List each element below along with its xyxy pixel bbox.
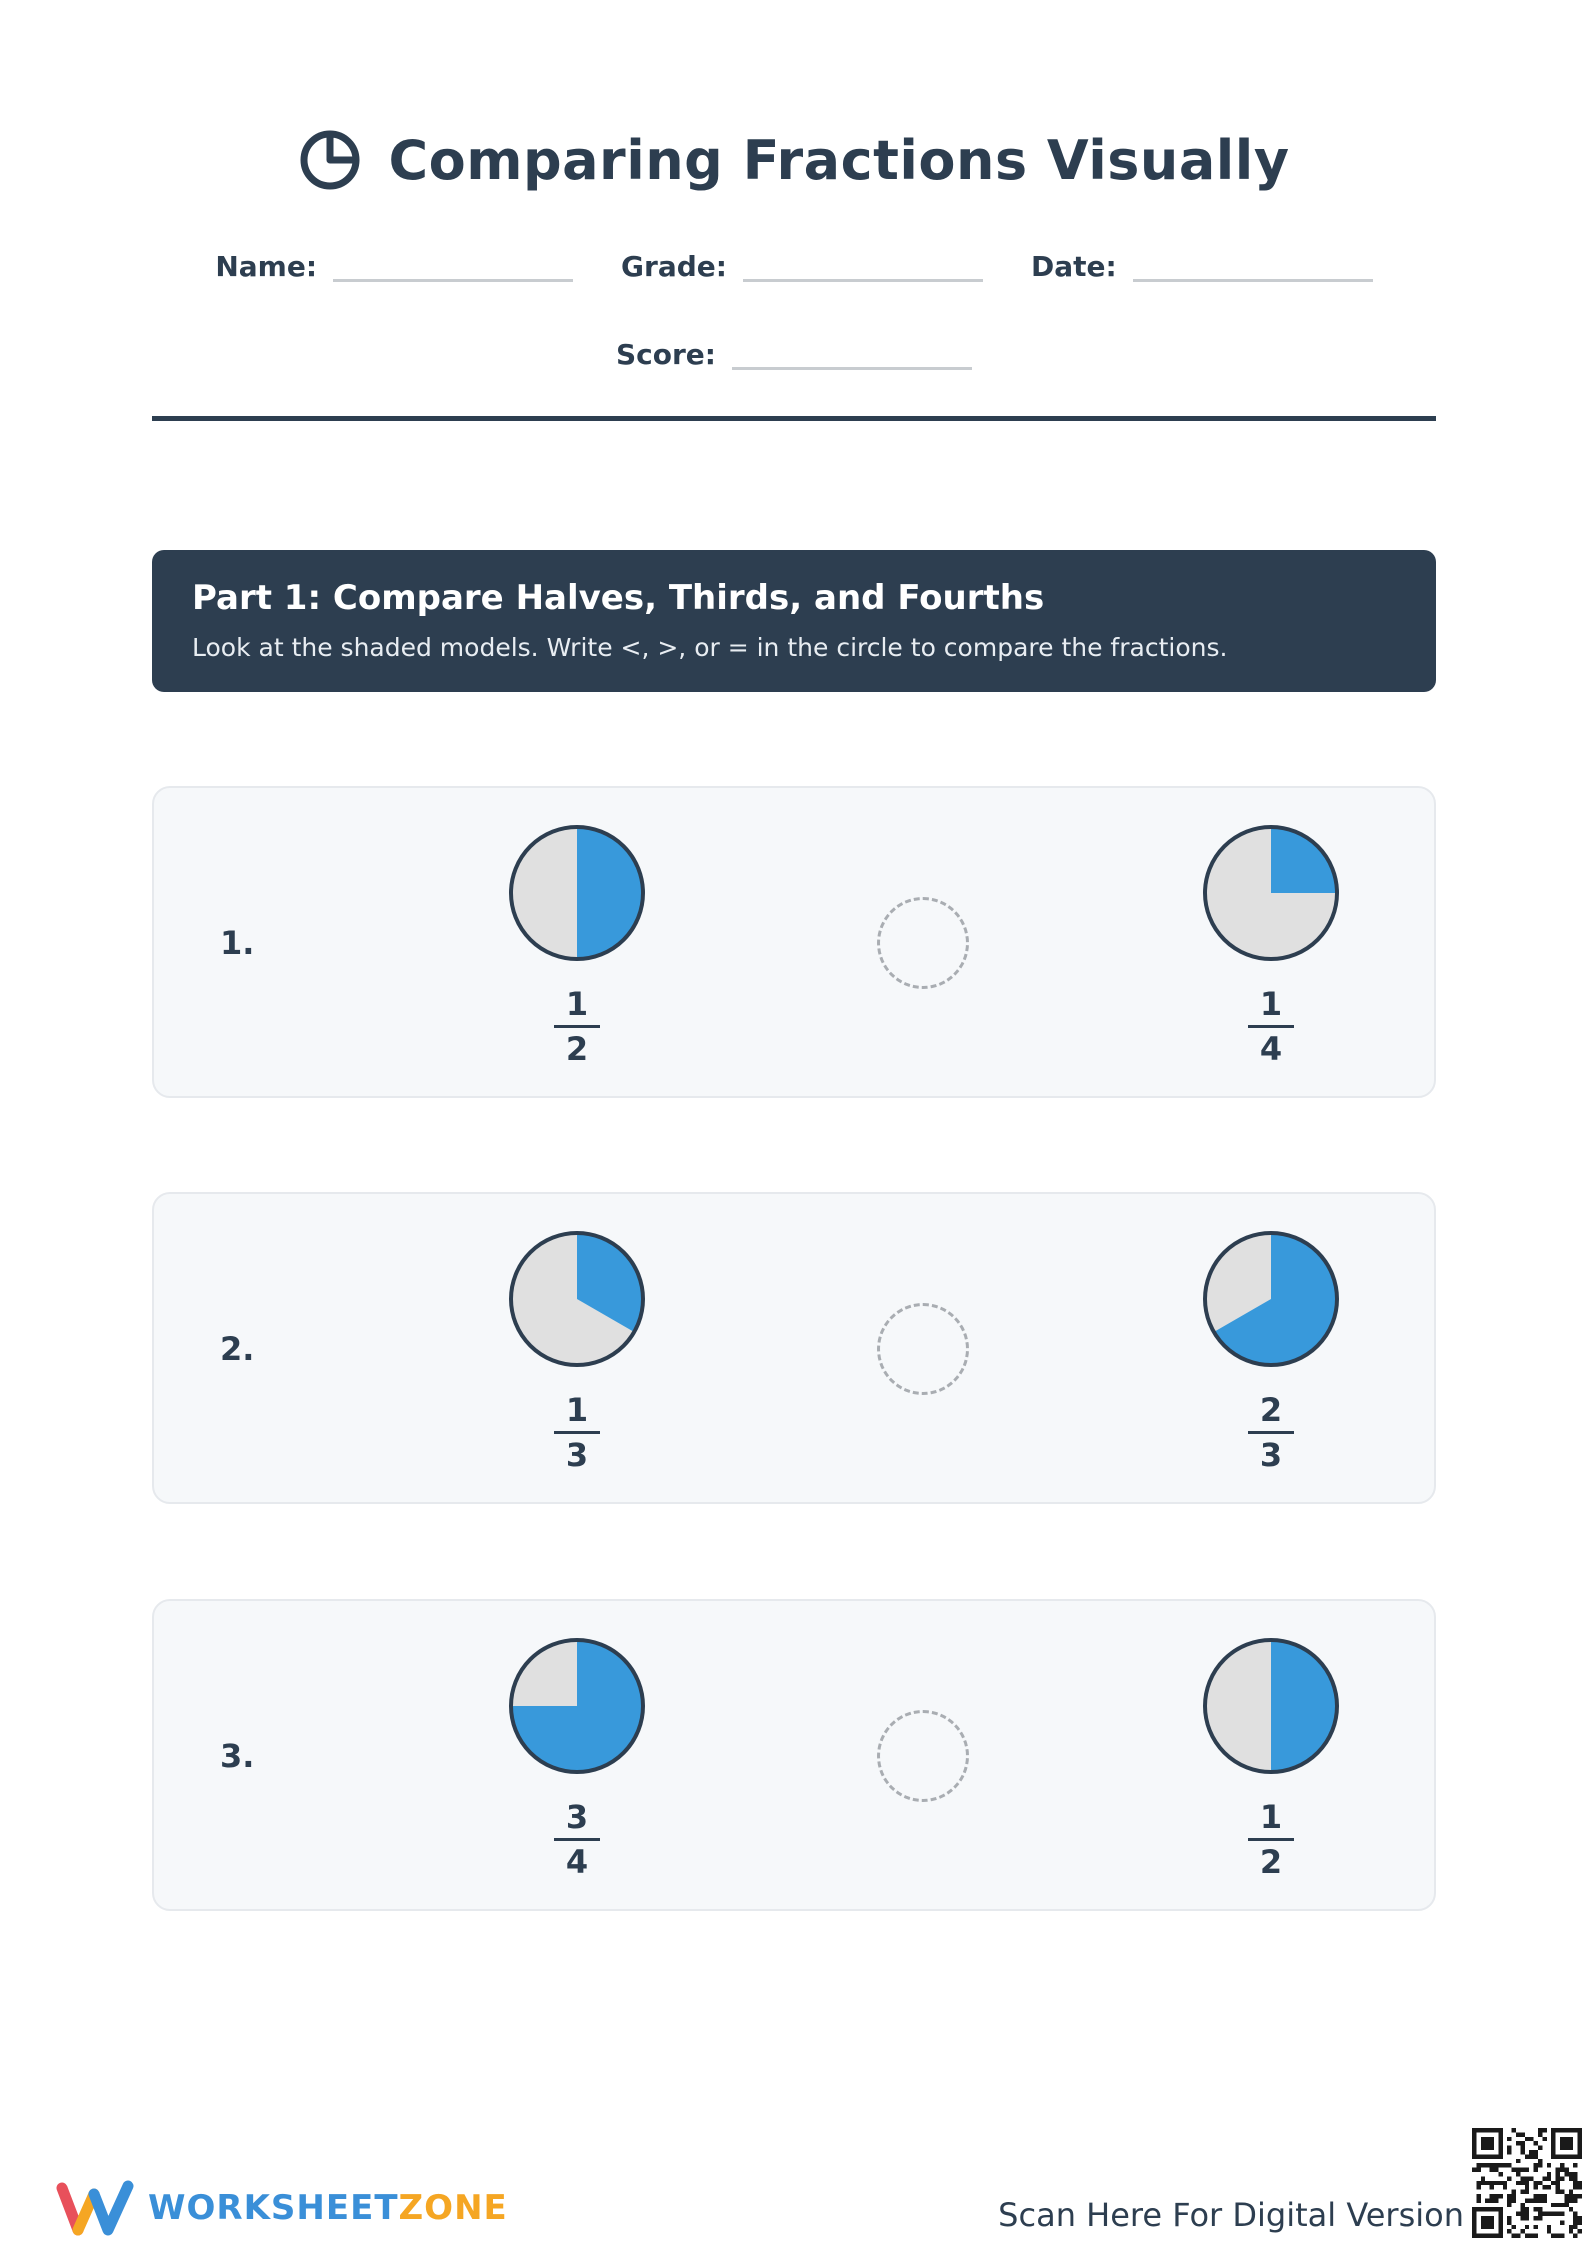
qr-module	[1534, 2207, 1538, 2211]
qr-module	[1556, 2185, 1560, 2189]
qr-module	[1529, 2234, 1533, 2238]
qr-module	[1560, 2168, 1564, 2172]
qr-module	[1551, 2203, 1555, 2207]
qr-module	[1520, 2150, 1524, 2154]
qr-module	[1547, 2176, 1551, 2180]
qr-module	[1534, 2216, 1538, 2220]
qr-module	[1472, 2128, 1476, 2159]
qr-module	[1520, 2181, 1524, 2185]
qr-module	[1525, 2154, 1529, 2158]
denominator: 4	[565, 1843, 589, 1881]
qr-module	[1573, 2181, 1577, 2185]
qr-module	[1538, 2163, 1542, 2167]
qr-module	[1529, 2198, 1533, 2202]
qr-module	[1472, 2128, 1503, 2132]
qr-module	[1578, 2185, 1582, 2189]
qr-module	[1520, 2190, 1524, 2194]
qr-module	[1476, 2185, 1480, 2189]
qr-module	[1516, 2181, 1520, 2185]
qr-module	[1569, 2229, 1573, 2233]
qr-module	[1481, 2216, 1494, 2229]
qr-module	[1472, 2168, 1476, 2172]
qr-module	[1507, 2198, 1511, 2202]
fraction-bar	[554, 1431, 600, 1434]
qr-module	[1578, 2216, 1582, 2220]
qr-module	[1481, 2163, 1485, 2167]
qr-module	[1556, 2190, 1560, 2194]
qr-module	[1485, 2181, 1489, 2185]
qr-module	[1538, 2212, 1542, 2216]
qr-module	[1573, 2220, 1577, 2224]
qr-module	[1569, 2198, 1573, 2202]
qr-module	[1481, 2176, 1485, 2180]
qr-module	[1516, 2132, 1520, 2136]
comparison-answer-circle[interactable]	[877, 1710, 969, 1802]
numerator: 1	[1259, 1798, 1283, 1836]
qr-module	[1476, 2163, 1480, 2167]
qr-module	[1551, 2128, 1582, 2132]
qr-module	[1556, 2181, 1560, 2185]
qr-module	[1472, 2207, 1476, 2238]
qr-module	[1498, 2172, 1502, 2176]
worksheetzone-logo[interactable]	[56, 2180, 508, 2236]
fraction-bar	[554, 1025, 600, 1028]
name-input-line[interactable]	[333, 279, 573, 282]
qr-module	[1481, 2137, 1494, 2150]
right-fraction-model	[1200, 1228, 1342, 1473]
qr-module	[1534, 2194, 1538, 2198]
qr-module	[1534, 2163, 1538, 2167]
qr-module	[1520, 2207, 1524, 2211]
qr-module	[1569, 2225, 1573, 2229]
qr-module	[1512, 2194, 1516, 2198]
qr-module	[1525, 2190, 1529, 2194]
qr-module	[1560, 2137, 1573, 2150]
qr-module	[1551, 2128, 1555, 2159]
qr-module	[1512, 2198, 1516, 2202]
qr-module	[1573, 2212, 1577, 2216]
qr-module	[1556, 2168, 1560, 2172]
qr-module	[1520, 2132, 1524, 2136]
qr-module	[1538, 2132, 1542, 2136]
qr-module	[1481, 2181, 1485, 2185]
scan-instruction: Scan Here For Digital Version	[998, 2196, 1464, 2234]
qr-module	[1573, 2176, 1577, 2180]
qr-module	[1538, 2207, 1542, 2211]
qr-module	[1512, 2190, 1516, 2194]
left-fraction-model	[506, 1635, 648, 1880]
qr-module	[1512, 2225, 1516, 2229]
problem-number: 2.	[220, 1330, 255, 1368]
left-fraction-model	[506, 822, 648, 1067]
qr-module	[1494, 2181, 1498, 2185]
right-pie-model	[1200, 822, 1342, 964]
qr-module	[1534, 2185, 1538, 2189]
qr-module	[1569, 2190, 1573, 2194]
qr-code-icon[interactable]	[1472, 2128, 1582, 2238]
qr-module	[1516, 2159, 1520, 2163]
qr-module	[1534, 2198, 1538, 2202]
left-fraction-model	[506, 1228, 648, 1473]
qr-module	[1538, 2146, 1542, 2150]
qr-module	[1547, 2225, 1551, 2229]
qr-module	[1507, 2137, 1511, 2141]
qr-module	[1573, 2216, 1577, 2220]
name-field	[215, 250, 573, 284]
qr-module	[1520, 2203, 1524, 2207]
qr-module	[1560, 2234, 1564, 2238]
left-fraction	[554, 986, 600, 1067]
qr-module	[1507, 2216, 1511, 2220]
qr-module	[1538, 2216, 1542, 2220]
qr-module	[1573, 2198, 1577, 2202]
qr-module	[1520, 2176, 1524, 2180]
qr-module	[1573, 2163, 1577, 2167]
qr-module	[1529, 2176, 1533, 2180]
pie-chart-icon	[298, 128, 362, 192]
qr-module	[1560, 2220, 1564, 2224]
date-input-line[interactable]	[1133, 279, 1373, 282]
section-title: Part 1: Compare Halves, Thirds, and Fourths	[192, 578, 1045, 618]
qr-module	[1578, 2128, 1582, 2159]
qr-module	[1551, 2181, 1555, 2185]
qr-module	[1551, 2154, 1582, 2158]
qr-module	[1564, 2172, 1568, 2176]
qr-module	[1547, 2229, 1551, 2233]
qr-module	[1529, 2150, 1533, 2154]
problem-number: 3.	[220, 1737, 255, 1775]
left-pie-model	[506, 1228, 648, 1370]
denominator: 3	[1259, 1436, 1283, 1474]
qr-module	[1494, 2198, 1498, 2202]
qr-module	[1520, 2146, 1524, 2150]
right-fraction-model	[1200, 822, 1342, 1067]
qr-module	[1538, 2194, 1542, 2198]
qr-module	[1560, 2176, 1564, 2180]
worksheet-title: Comparing Fractions Visually	[388, 128, 1290, 192]
denominator: 2	[565, 1030, 589, 1068]
qr-module	[1490, 2181, 1494, 2185]
page-title	[0, 128, 1588, 192]
right-fraction	[1248, 986, 1294, 1067]
qr-module	[1573, 2194, 1577, 2198]
left-pie-model	[506, 822, 648, 964]
right-fraction-model	[1200, 1635, 1342, 1880]
qr-module	[1525, 2207, 1529, 2211]
grade-label: Grade:	[621, 250, 727, 283]
fraction-bar	[1248, 1838, 1294, 1841]
qr-module	[1547, 2163, 1551, 2167]
qr-module	[1578, 2181, 1582, 2185]
numerator: 3	[565, 1798, 589, 1836]
qr-module	[1490, 2168, 1494, 2172]
qr-module	[1560, 2163, 1564, 2167]
date-label: Date:	[1030, 250, 1117, 283]
logo-word-zone: ZONE	[398, 2188, 508, 2228]
qr-module	[1569, 2207, 1573, 2211]
denominator: 3	[565, 1436, 589, 1474]
qr-module	[1498, 2194, 1502, 2198]
qr-module	[1542, 2128, 1546, 2132]
qr-module	[1569, 2194, 1573, 2198]
qr-module	[1476, 2168, 1480, 2172]
qr-module	[1507, 2146, 1511, 2150]
qr-module	[1542, 2185, 1546, 2189]
qr-module	[1525, 2137, 1529, 2141]
qr-module	[1534, 2154, 1538, 2158]
qr-module	[1472, 2234, 1503, 2238]
qr-module	[1547, 2172, 1551, 2176]
qr-module	[1556, 2203, 1560, 2207]
qr-module	[1538, 2198, 1542, 2202]
qr-module	[1556, 2172, 1560, 2176]
qr-module	[1556, 2234, 1560, 2238]
date-field	[1031, 250, 1373, 284]
right-pie-model	[1200, 1635, 1342, 1777]
qr-module	[1490, 2194, 1494, 2198]
qr-module	[1529, 2137, 1533, 2141]
qr-module	[1498, 2181, 1502, 2185]
qr-module	[1485, 2163, 1489, 2167]
qr-module	[1534, 2141, 1538, 2145]
qr-module	[1485, 2198, 1489, 2202]
fraction-bar	[1248, 1431, 1294, 1434]
qr-module	[1534, 2181, 1538, 2185]
qr-module	[1494, 2168, 1498, 2172]
qr-module	[1507, 2194, 1511, 2198]
qr-module	[1503, 2181, 1507, 2185]
qr-module	[1520, 2168, 1524, 2172]
qr-module	[1507, 2176, 1511, 2180]
comparison-answer-circle[interactable]	[877, 1303, 969, 1395]
qr-module	[1556, 2212, 1560, 2216]
grade-input-line[interactable]	[743, 279, 983, 282]
qr-module	[1578, 2229, 1582, 2233]
qr-module	[1520, 2229, 1524, 2233]
qr-module	[1525, 2198, 1529, 2202]
grade-field	[621, 250, 983, 284]
qr-module	[1564, 2194, 1568, 2198]
left-fraction	[554, 1392, 600, 1473]
pie-shaded-area	[577, 827, 643, 959]
qr-module	[1538, 2181, 1542, 2185]
qr-module	[1578, 2194, 1582, 2198]
score-field	[616, 338, 972, 372]
numerator: 1	[565, 1391, 589, 1429]
qr-module	[1516, 2168, 1520, 2172]
qr-module	[1542, 2194, 1546, 2198]
qr-module	[1516, 2212, 1520, 2216]
qr-module	[1573, 2172, 1577, 2176]
qr-module	[1538, 2159, 1542, 2163]
qr-module	[1564, 2168, 1568, 2172]
qr-module	[1512, 2234, 1516, 2238]
qr-module	[1512, 2128, 1516, 2132]
name-label: Name:	[215, 250, 318, 283]
qr-module	[1529, 2154, 1533, 2158]
qr-module	[1534, 2225, 1538, 2229]
qr-module	[1569, 2172, 1573, 2176]
qr-module	[1525, 2225, 1529, 2229]
qr-module	[1503, 2163, 1507, 2167]
qr-module	[1578, 2220, 1582, 2224]
score-row	[0, 338, 1588, 372]
qr-module	[1551, 2212, 1555, 2216]
numerator: 2	[1259, 1391, 1283, 1429]
logo-wordmark	[148, 2188, 508, 2228]
qr-module	[1507, 2220, 1511, 2224]
fraction-bar	[554, 1838, 600, 1841]
pie-shaded-area	[1271, 1640, 1337, 1772]
qr-module	[1542, 2212, 1546, 2216]
qr-module	[1542, 2176, 1546, 2180]
qr-module	[1573, 2234, 1577, 2238]
qr-module	[1564, 2198, 1568, 2202]
qr-module	[1560, 2212, 1564, 2216]
qr-module	[1472, 2207, 1503, 2211]
student-info-row	[0, 250, 1588, 284]
section-banner	[152, 550, 1436, 692]
numerator: 1	[565, 985, 589, 1023]
logo-word-worksheet: WORKSHEET	[148, 2188, 399, 2228]
qr-module	[1560, 2190, 1564, 2194]
qr-module	[1551, 2234, 1555, 2238]
qr-module	[1476, 2181, 1480, 2185]
qr-module	[1525, 2176, 1529, 2180]
section-instructions: Look at the shaded models. Write <, >, or = in the circle to compare the fractions.	[192, 633, 1228, 662]
qr-module	[1525, 2181, 1529, 2185]
qr-module	[1507, 2150, 1511, 2154]
qr-module	[1569, 2176, 1573, 2180]
comparison-answer-circle[interactable]	[877, 897, 969, 989]
qr-module	[1494, 2163, 1498, 2167]
qr-module	[1516, 2141, 1520, 2145]
qr-module	[1490, 2163, 1494, 2167]
qr-module	[1534, 2168, 1538, 2172]
qr-module	[1490, 2198, 1494, 2202]
qr-module	[1556, 2176, 1560, 2180]
qr-module	[1573, 2225, 1577, 2229]
qr-module	[1520, 2216, 1524, 2220]
right-pie-model	[1200, 1228, 1342, 1370]
problem-number: 1.	[220, 924, 255, 962]
qr-module	[1525, 2234, 1529, 2238]
header-divider	[152, 416, 1436, 421]
qr-module	[1525, 2168, 1529, 2172]
qr-module	[1498, 2207, 1502, 2238]
qr-module	[1520, 2212, 1524, 2216]
qr-module	[1476, 2198, 1480, 2202]
problem-card	[152, 1599, 1436, 1911]
denominator: 4	[1259, 1030, 1283, 1068]
qr-module	[1547, 2212, 1551, 2216]
qr-module	[1498, 2128, 1502, 2159]
qr-module	[1564, 2203, 1568, 2207]
left-fraction	[554, 1799, 600, 1880]
qr-module	[1534, 2234, 1538, 2238]
problem-card	[152, 1192, 1436, 1504]
right-fraction	[1248, 1799, 1294, 1880]
qr-module	[1512, 2168, 1516, 2172]
qr-module	[1573, 2185, 1577, 2189]
qr-module	[1534, 2150, 1538, 2154]
right-fraction	[1248, 1392, 1294, 1473]
qr-module	[1507, 2229, 1511, 2233]
score-input-line[interactable]	[732, 367, 972, 370]
qr-module	[1525, 2185, 1529, 2189]
qr-module	[1498, 2163, 1502, 2167]
fraction-bar	[1248, 1025, 1294, 1028]
qr-module	[1542, 2198, 1546, 2202]
qr-module	[1516, 2172, 1520, 2176]
qr-module	[1525, 2212, 1529, 2216]
qr-module	[1525, 2216, 1529, 2220]
numerator: 1	[1259, 985, 1283, 1023]
qr-module	[1538, 2128, 1542, 2132]
qr-module	[1476, 2194, 1480, 2198]
qr-module	[1520, 2141, 1524, 2145]
qr-module	[1547, 2185, 1551, 2189]
problem-card	[152, 786, 1436, 1098]
qr-module	[1494, 2194, 1498, 2198]
score-label: Score:	[616, 338, 716, 371]
worksheetzone-logo-icon	[56, 2180, 136, 2236]
qr-module	[1560, 2203, 1564, 2207]
qr-module	[1507, 2203, 1511, 2207]
qr-module	[1516, 2234, 1520, 2238]
qr-module	[1507, 2163, 1511, 2167]
qr-module	[1503, 2185, 1507, 2189]
qr-module	[1542, 2137, 1546, 2141]
denominator: 2	[1259, 1843, 1283, 1881]
qr-module	[1490, 2185, 1494, 2189]
left-pie-model	[506, 1635, 648, 1777]
qr-module	[1472, 2154, 1503, 2158]
